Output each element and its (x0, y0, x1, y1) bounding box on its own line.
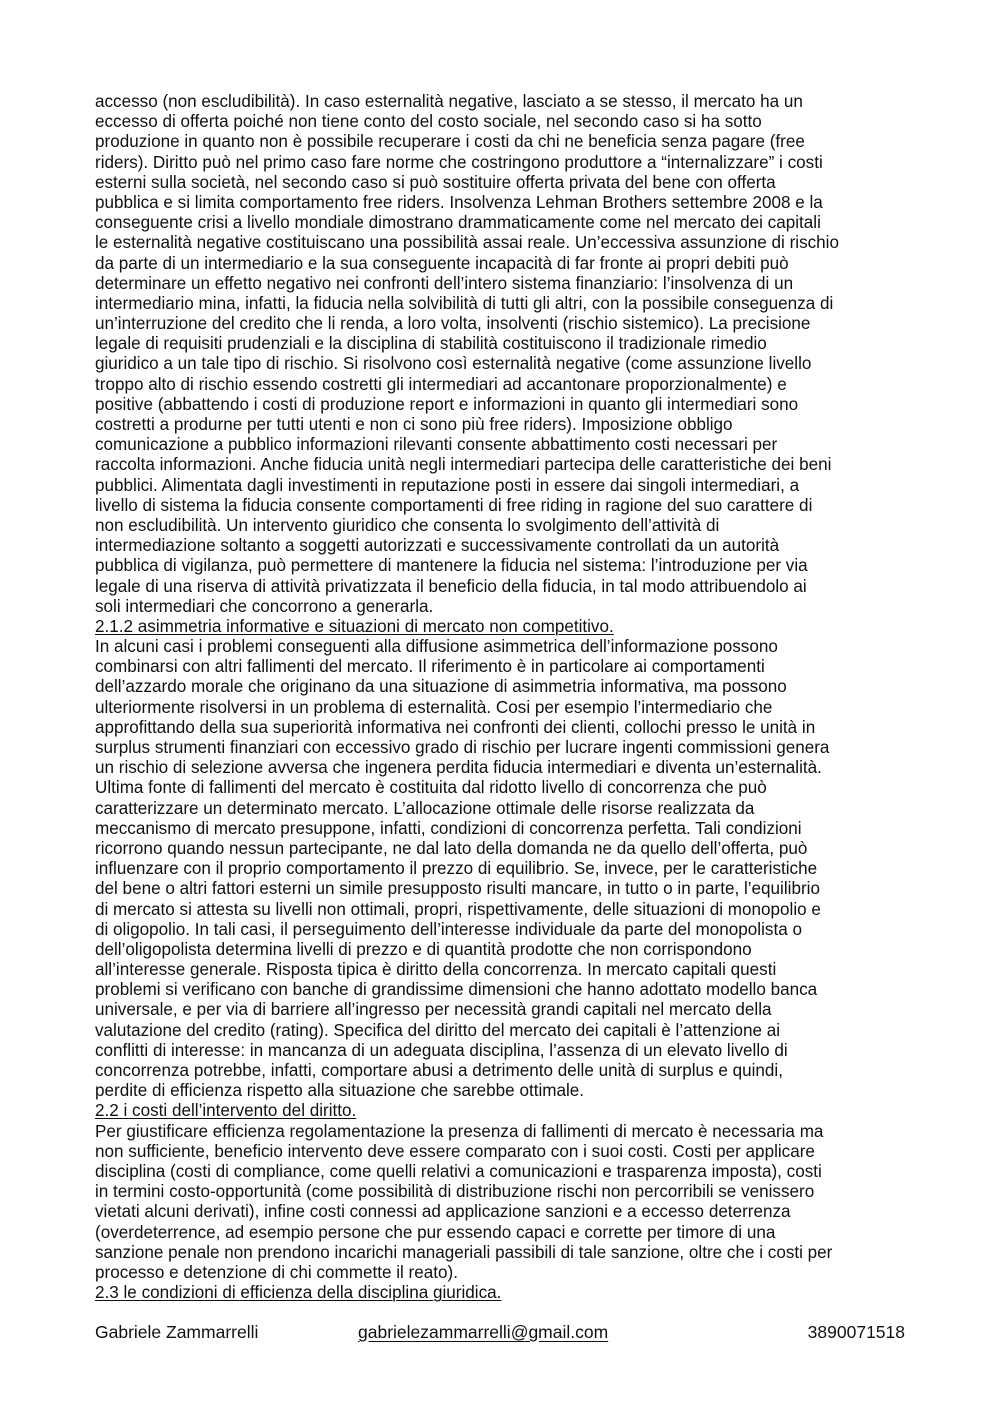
paragraph-line: Per giustificare efficienza regolamentazione la presenza di fallimenti di mercato è necessaria ma (95, 1121, 824, 1141)
paragraph-line: costretti a produrne per tutti utenti e non ci sono più free riders). Imposizione obbligo (95, 415, 733, 434)
paragraph-line: di mercato si attesta su livelli non ottimali, propri, rispettivamente, delle situazioni di monopolio e (95, 899, 821, 919)
paragraph-line: pubblici. Alimentata dagli investimenti in reputazione posti in essere dai singoli intermediari, a (95, 475, 800, 495)
paragraph-line: esterni sulla società, nel secondo caso si può sostituire offerta privata del bene con offerta (95, 172, 776, 192)
section-heading: 2.2 i costi dell’intervento del diritto. (95, 1101, 357, 1121)
paragraph-line: sanzione penale non prendono incarichi manageriali passibili di tale sanzione, oltre che i costi per (95, 1242, 833, 1262)
paragraph-line: giuridico a un tale tipo di rischio. Si risolvono così esternalità negative (come assunzione livello (95, 354, 812, 374)
paragraph-line: universale, e per via di barriere all’ingresso per necessità grandi capitali nel mercato della (95, 1000, 772, 1020)
paragraph-line: livello di sistema la fiducia consente comportamenti di free riding in ragione del suo carattere di (95, 495, 813, 515)
paragraph-line: surplus strumenti finanziari con eccessivo grado di rischio per lucrare ingenti commissioni genera (95, 738, 830, 757)
paragraph-line: determinare un effetto negativo nei confronti dell’intero sistema finanziario: l’insolvenza di un (95, 273, 794, 293)
paragraph-line: problemi si verificano con banche di grandissime dimensioni che hanno adottato modello banca (95, 980, 818, 1000)
paragraph-line: combinarsi con altri fallimenti del mercato. Il riferimento è in particolare ai comportamenti (95, 657, 765, 677)
paragraph-line: conseguente crisi a livello mondiale dimostrano drammaticamente come nel mercato dei capitali (95, 213, 821, 233)
page-footer (95, 1322, 905, 1344)
footer-phone-number: 3890071518 (807, 1322, 905, 1342)
paragraph-line: caratterizzare un determinato mercato. L’allocazione ottimale delle risorse realizzata da (95, 798, 755, 818)
paragraph-line: intermediazione soltanto a soggetti autorizzati e successivamente controllati da un autorità (95, 536, 780, 556)
footer-author-name: Gabriele Zammarrelli (95, 1322, 259, 1342)
paragraph-line: valutazione del credito (rating). Specifica del diritto del mercato dei capitali è l’attenzione ai (95, 1020, 781, 1040)
paragraph-line: raccolta informazioni. Anche fiducia unità negli intermediari partecipa delle caratteristiche dei beni (95, 455, 832, 475)
paragraph-line: concorrenza potrebbe, infatti, comportare abusi a detrimento delle unità di surplus e quindi, (95, 1061, 783, 1080)
paragraph-line: in termini costo-opportunità (come possibilità di distribuzione rischi non percorribili se venissero (95, 1182, 815, 1202)
paragraph-line: dell’azzardo morale che originano da una situazione di asimmetria informativa, ma possono (95, 677, 787, 697)
paragraph-line: un rischio di selezione avversa che ingenera perdita fiducia intermediari e diventa un’esternalità. (95, 758, 822, 778)
document-body (95, 92, 925, 1303)
paragraph-line: dell’oligopolista determina livelli di prezzo e di quantità prodotte che non corrispondono (95, 939, 752, 959)
paragraph-line: legale di requisiti prudenziali e la disciplina di stabilità costituiscono il tradizionale rimedio (95, 334, 767, 354)
paragraph-line: ricorrono quando nessun partecipante, ne dal lato della domanda ne da quello dell’offerta, può (95, 838, 808, 858)
paragraph-line: vietati alcuni derivati), infine costi connessi ad applicazione sanzioni e a eccesso deterrenza (95, 1202, 791, 1222)
paragraph-line: influenzare con il proprio comportamento il prezzo di equilibrio. Se, invece, per le caratteristiche (95, 859, 818, 879)
paragraph-line: non escludibilità. Un intervento giuridico che consenta lo svolgimento dell’attività di (95, 515, 720, 535)
paragraph-line: meccanismo di mercato presuppone, infatti, condizioni di concorrenza perfetta. Tali condizioni (95, 818, 802, 838)
paragraph-line: eccesso di offerta poiché non tiene conto del costo sociale, nel secondo caso si ha sotto (95, 112, 762, 132)
paragraph-line: non sufficiente, beneficio intervento deve essere comparato con i suoi costi. Costi per applicare (95, 1141, 815, 1161)
paragraph-line: produzione in quanto non è possibile recuperare i costi da chi ne beneficia senza pagare (free (95, 132, 805, 152)
paragraph-line: all’interesse generale. Risposta tipica è diritto della concorrenza. In mercato capitali questi (95, 960, 777, 980)
paragraph-line: approfittando della sua superiorità informativa nei confronti dei clienti, collochi presso le unità in (95, 717, 816, 737)
paragraph-line: accesso (non escludibilità). In caso esternalità negative, lasciato a se stesso, il mercato ha un (95, 92, 803, 111)
paragraph-line: da parte di un intermediario e la sua conseguente incapacità di far fronte ai propri debiti può (95, 253, 789, 273)
paragraph-line: soli intermediari che concorrono a generarla. (95, 596, 434, 616)
paragraph-line: ulteriormente risolversi in un problema di esternalità. Cosi per esempio l’intermediario che (95, 697, 773, 717)
paragraph-line: positive (abbattendo i costi di produzione report e informazioni in quanto gli intermediari sono (95, 394, 799, 414)
paragraph-line: processo e detenzione di chi commette il reato). (95, 1262, 458, 1282)
paragraph-line: Ultima fonte di fallimenti del mercato è costituita dal ridotto livello di concorrenza che può (95, 778, 767, 798)
section-heading: 2.1.2 asimmetria informative e situazioni di mercato non competitivo. (95, 616, 614, 636)
paragraph-line: le esternalità negative costituiscano una possibilità assai reale. Un’eccessiva assunzione di rischio (95, 233, 839, 253)
section-heading: 2.3 le condizioni di efficienza della disciplina giuridica. (95, 1283, 502, 1303)
paragraph-line: troppo alto di rischio essendo costretti gli intermediari ad accantonare proporzionalmente) e (95, 374, 787, 394)
paragraph-line: pubblica e si limita comportamento free riders. Insolvenza Lehman Brothers settembre 2008 e la (95, 192, 823, 212)
paragraph-line: disciplina (costi di compliance, come quelli relativi a comunicazioni e trasparenza imposta), costi (95, 1161, 822, 1181)
paragraph-line: comunicazione a pubblico informazioni rilevanti consente abbattimento costi necessari per (95, 435, 778, 455)
paragraph-line: conflitti di interesse: in mancanza di un adeguata disciplina, l’assenza di un elevato livello di (95, 1040, 788, 1060)
paragraph-line: pubblica di vigilanza, può permettere di mantenere la fiducia nel sistema: l’introduzione per via (95, 556, 808, 576)
paragraph-line: legale di una riserva di attività privatizzata il beneficio della fiducia, in tal modo attribuendolo ai (95, 576, 807, 596)
paragraph-line: un’interruzione del credito che li renda, a loro volta, insolventi (rischio sistemico). La precisione (95, 314, 811, 334)
paragraph-line: riders). Diritto può nel primo caso fare norme che costringono produttore a “internalizzare” i costi (95, 152, 823, 172)
paragraph-line: del bene o altri fattori esterni un simile presupposto risulti mancare, in tutto o in parte, l’equilibrio (95, 879, 820, 899)
footer-email-link[interactable]: gabrielezammarrelli@gmail.com (358, 1322, 609, 1342)
paragraph-line: perdite di efficienza rispetto alla situazione che sarebbe ottimale. (95, 1081, 585, 1101)
paragraph-line: intermediario mina, infatti, la fiducia nella solvibilità di tutti gli altri, con la possibile conseguenza di (95, 293, 834, 313)
paragraph-line: (overdeterrence, ad esempio persone che pur essendo capaci e corrette per timore di una (95, 1222, 776, 1242)
paragraph-line: di oligopolio. In tali casi, il perseguimento dell’interesse individuale da parte del monopolista o (95, 919, 802, 939)
paragraph-line: In alcuni casi i problemi conseguenti alla diffusione asimmetrica dell’informazione possono (95, 637, 778, 657)
